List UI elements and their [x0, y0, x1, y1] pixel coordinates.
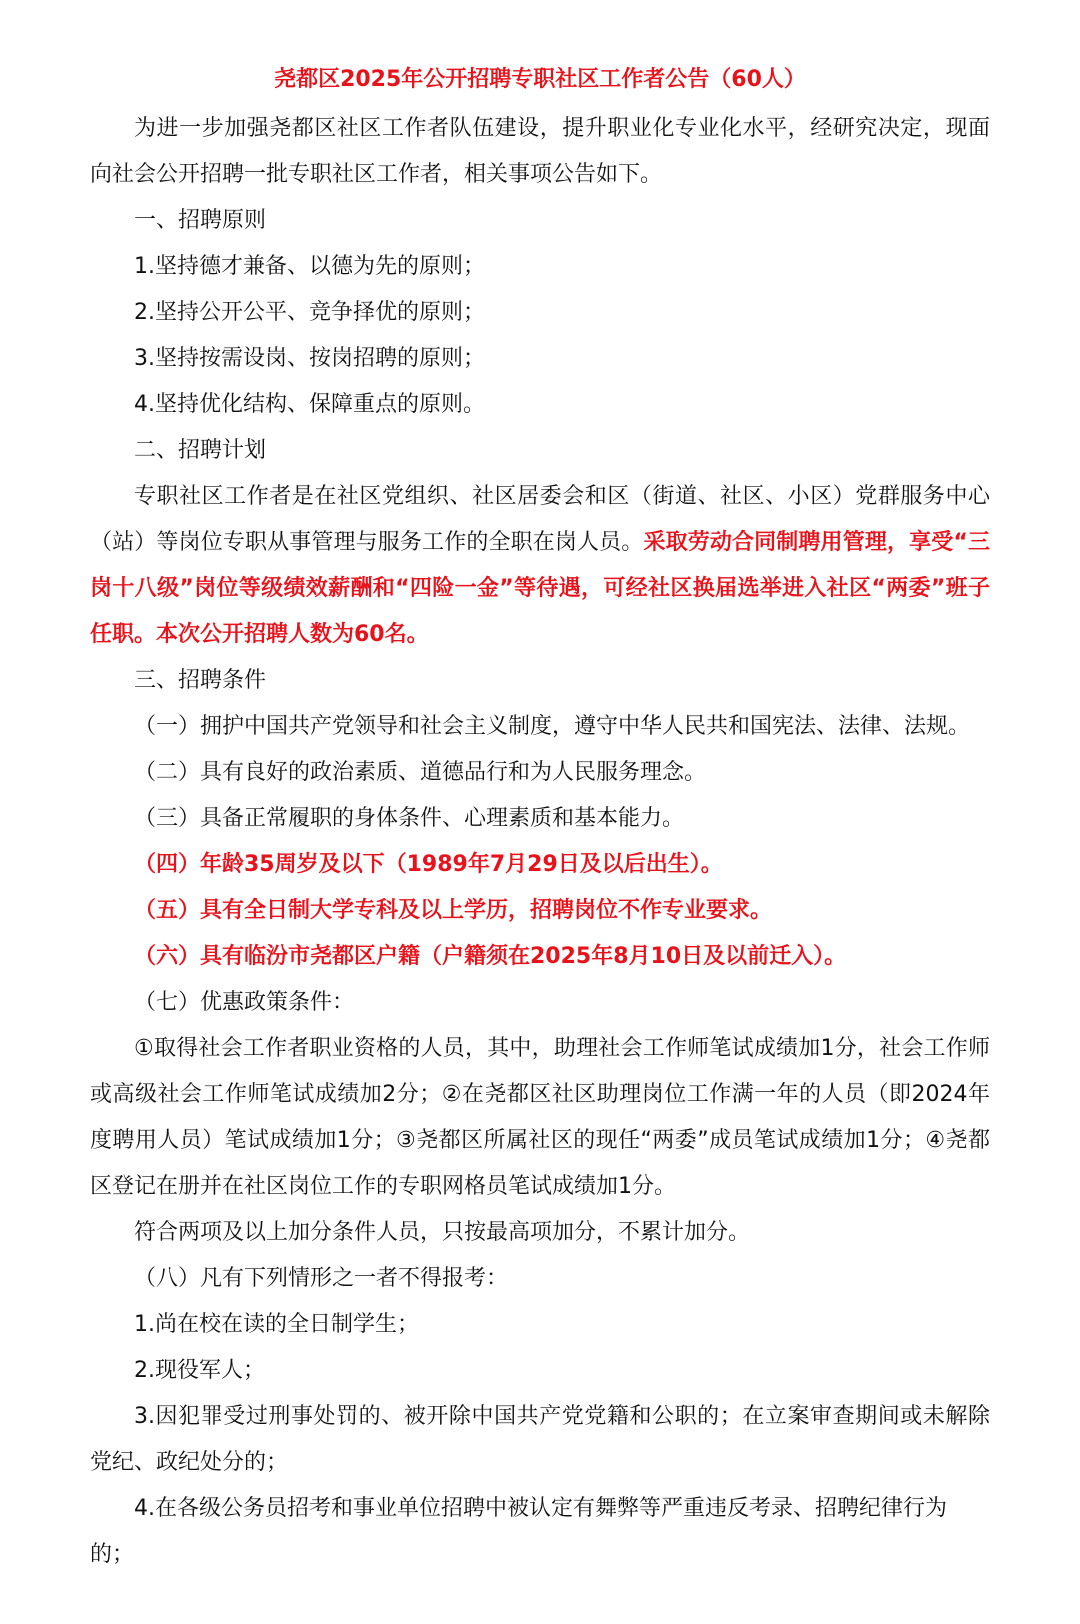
preferential-note: 符合两项及以上加分条件人员，只按最高项加分，不累计加分。: [134, 1220, 751, 1245]
principle-item: 2.坚持公开公平、竞争择优的原则；: [134, 300, 485, 325]
condition-item: （一）拥护中国共产党领导和社会主义制度，遵守中华人民共和国宪法、法律、法规。: [134, 714, 971, 739]
principle-item: 3.坚持按需设岗、按岗招聘的原则；: [134, 346, 485, 371]
condition-item-exclusions: （八）凡有下列情形之一者不得报考：: [134, 1266, 509, 1291]
section-heading-conditions: 三、招聘条件: [134, 668, 267, 693]
intro-paragraph: 为进一步加强尧都区社区工作者队伍建设，提升职业化专业化水平，经研究决定，现面向社会公开招聘一批专职社区工作者，相关事项公告如下。: [90, 116, 990, 187]
condition-item-age: （四）年龄35周岁及以下（1989年7月29日及以后出生）。: [134, 852, 723, 877]
condition-item-preferential: （七）优惠政策条件：: [134, 990, 355, 1015]
condition-item-residence: （六）具有临汾市尧都区户籍（户籍须在2025年8月10日及以前迁入）。: [134, 944, 847, 969]
section-heading-plan: 二、招聘计划: [134, 438, 267, 463]
exclusion-item: 2.现役军人；: [134, 1358, 265, 1383]
plan-paragraph: [90, 474, 990, 658]
plan-text-plain: 专职社区工作者是在社区党组织、社区居委会和区（街道、社区、小区）党群服务中心（站）等岗位专职从事管理与服务工作的全职在岗人员。: [90, 484, 990, 555]
condition-item-education: （五）具有全日制大学专科及以上学历，招聘岗位不作专业要求。: [134, 898, 773, 923]
exclusion-item: 1.尚在校在读的全日制学生；: [134, 1312, 419, 1337]
condition-item: （三）具备正常履职的身体条件、心理素质和基本能力。: [134, 806, 685, 831]
condition-item: （二）具有良好的政治素质、道德品行和为人民服务理念。: [134, 760, 707, 785]
principle-item: 4.坚持优化结构、保障重点的原则。: [134, 392, 485, 417]
preferential-detail: ①取得社会工作者职业资格的人员，其中，助理社会工作师笔试成绩加1分，社会工作师或高级社会工作师笔试成绩加2分；②在尧都区社区助理岗位工作满一年的人员（即2024年度聘用人员）笔试成绩加1分；③尧都区所属社区的现任“两委”成员笔试成绩加1分；④尧都区登记在册并在社区岗位工作的专职网格员笔试成绩加1分。: [90, 1036, 990, 1199]
document-title: 尧都区2025年公开招聘专职社区工作者公告（60人）: [274, 67, 806, 92]
exclusion-item: 4.在各级公务员招考和事业单位招聘中被认定有舞弊等严重违反考录、招聘纪律行为的；: [90, 1496, 947, 1567]
exclusion-item: 3.因犯罪受过刑事处罚的、被开除中国共产党党籍和公职的；在立案审查期间或未解除党纪、政纪处分的；: [90, 1404, 990, 1475]
section-heading-principles: 一、招聘原则: [134, 208, 267, 233]
plan-text-highlight: 采取劳动合同制聘用管理，享受“三岗十八级”岗位等级绩效薪酬和“四险一金”等待遇，可经社区换届选举进入社区“两委”班子任职。本次公开招聘人数为60名。: [90, 530, 990, 647]
principle-item: 1.坚持德才兼备、以德为先的原则；: [134, 254, 485, 279]
